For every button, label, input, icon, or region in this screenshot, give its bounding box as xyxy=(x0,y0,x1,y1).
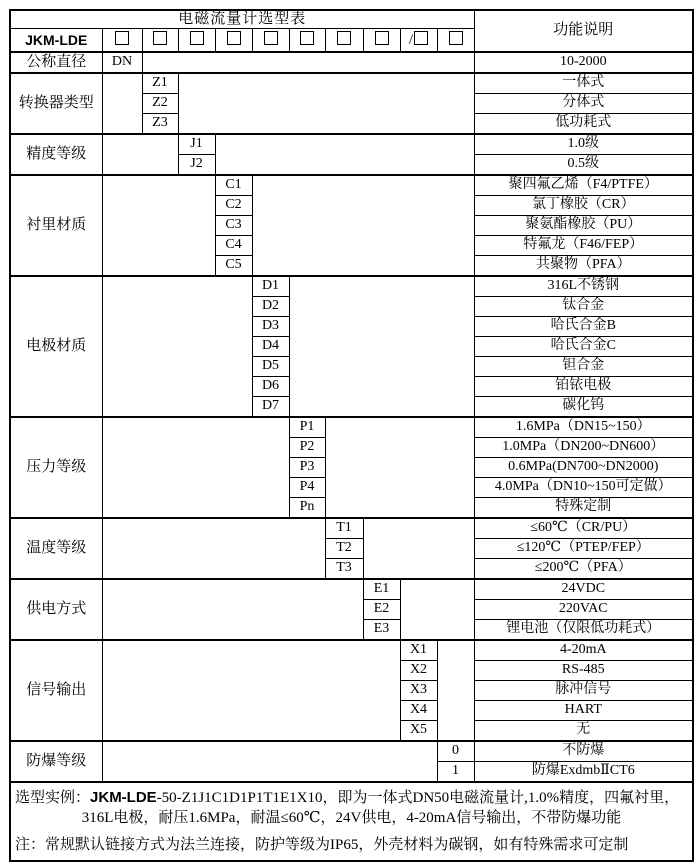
empty-cell xyxy=(102,175,215,276)
code-cell: E1 xyxy=(363,579,400,600)
empty-cell xyxy=(437,640,474,741)
example-rest: -50-Z1J1C1D1P1T1E1X10，即为一体式DN50电磁流量计,1.0%精度，四氟衬里， xyxy=(156,790,680,806)
code-cell: Z3 xyxy=(142,114,178,135)
desc-cell: 不防爆 xyxy=(474,741,693,762)
code-cell: D7 xyxy=(252,397,289,418)
code-cell: D3 xyxy=(252,317,289,337)
example-model-code: JKM-LDE xyxy=(90,789,157,806)
desc-cell: 1.6MPa（DN15~150） xyxy=(474,417,693,438)
example-prefix: 选型实例： xyxy=(15,790,91,806)
empty-cell xyxy=(102,134,178,175)
code-cell: X4 xyxy=(400,701,437,721)
empty-cell xyxy=(400,579,474,640)
desc-cell: 氯丁橡胶（CR） xyxy=(474,196,693,216)
checkbox-icon[interactable] xyxy=(375,31,389,45)
empty-cell xyxy=(102,276,252,417)
empty-cell xyxy=(142,52,474,73)
code-cell: X1 xyxy=(400,640,437,661)
model-checkbox-cell-d[interactable] xyxy=(252,29,289,53)
desc-cell: 聚氨酯橡胶（PU） xyxy=(474,216,693,236)
empty-cell xyxy=(325,417,474,518)
code-cell: Z1 xyxy=(142,73,178,94)
desc-cell: 4.0MPa（DN10~150可定做） xyxy=(474,478,693,498)
desc-cell: 铂铱电极 xyxy=(474,377,693,397)
code-cell: P2 xyxy=(289,438,325,458)
desc-cell: 1.0MPa（DN200~DN600） xyxy=(474,438,693,458)
code-cell: 0 xyxy=(437,741,474,762)
desc-cell: ≤60℃（CR/PU） xyxy=(474,518,693,539)
section-label-liner-material: 衬里材质 xyxy=(10,175,102,276)
desc-cell: 10-2000 xyxy=(474,52,693,73)
desc-cell: 特殊定制 xyxy=(474,498,693,519)
section-label-signal-output: 信号输出 xyxy=(10,640,102,741)
desc-cell: RS-485 xyxy=(474,661,693,681)
desc-cell: 哈氏合金C xyxy=(474,337,693,357)
desc-cell: 特氟龙（F46/FEP） xyxy=(474,236,693,256)
section-label-temperature-rating: 温度等级 xyxy=(10,518,102,579)
empty-cell xyxy=(215,134,474,175)
footer xyxy=(10,782,693,861)
model-checkbox-cell-c[interactable] xyxy=(215,29,252,53)
empty-cell xyxy=(102,741,437,782)
desc-cell: 0.5级 xyxy=(474,155,693,176)
desc-cell: ≤200℃（PFA） xyxy=(474,559,693,580)
code-cell: X2 xyxy=(400,661,437,681)
desc-cell: 共聚物（PFA） xyxy=(474,256,693,277)
selection-table xyxy=(9,9,694,862)
slash-separator: / xyxy=(408,32,414,49)
code-cell: E2 xyxy=(363,600,400,620)
desc-cell: 24VDC xyxy=(474,579,693,600)
empty-cell xyxy=(252,175,474,276)
code-cell: C5 xyxy=(215,256,252,277)
code-cell: D4 xyxy=(252,337,289,357)
desc-cell: 防爆ExdmbⅡCT6 xyxy=(474,762,693,783)
model-checkbox-cell-j[interactable] xyxy=(178,29,215,53)
empty-cell xyxy=(102,518,325,579)
section-label-explosion-proof: 防爆等级 xyxy=(10,741,102,782)
empty-cell xyxy=(102,579,363,640)
desc-cell: 碳化钨 xyxy=(474,397,693,418)
code-cell: D1 xyxy=(252,276,289,297)
code-cell: C1 xyxy=(215,175,252,196)
section-label-pressure-rating: 压力等级 xyxy=(10,417,102,518)
section-label-power-supply: 供电方式 xyxy=(10,579,102,640)
checkbox-icon[interactable] xyxy=(153,31,167,45)
model-checkbox-cell-x[interactable] xyxy=(400,29,437,53)
checkbox-icon[interactable] xyxy=(264,31,278,45)
desc-cell: 哈氏合金B xyxy=(474,317,693,337)
code-cell: P3 xyxy=(289,458,325,478)
desc-cell: 0.6MPa(DN700~DN2000) xyxy=(474,458,693,478)
section-label-accuracy-class: 精度等级 xyxy=(10,134,102,175)
model-prefix: JKM-LDE xyxy=(10,29,102,53)
checkbox-icon[interactable] xyxy=(300,31,314,45)
selection-example-line2: 316L电极，耐压1.6MPa，耐温≤60℃，24V供电，4-20mA信号输出，不带防爆功能 xyxy=(81,809,622,826)
footnote: 注：常规默认链接方式为法兰连接，防护等级为IP65，外壳材料为碳钢，如有特殊需求可定制 xyxy=(15,837,629,853)
desc-cell: 低功耗式 xyxy=(474,114,693,135)
code-cell: C2 xyxy=(215,196,252,216)
checkbox-icon[interactable] xyxy=(449,31,463,45)
model-checkbox-cell-e[interactable] xyxy=(363,29,400,53)
desc-cell: 锂电池（仅限低功耗式） xyxy=(474,620,693,641)
empty-cell xyxy=(102,73,142,134)
checkbox-icon[interactable] xyxy=(115,31,129,45)
code-cell: J2 xyxy=(178,155,215,176)
code-cell: C4 xyxy=(215,236,252,256)
code-cell: D2 xyxy=(252,297,289,317)
checkbox-icon[interactable] xyxy=(414,31,428,45)
code-cell: P4 xyxy=(289,478,325,498)
code-cell: T2 xyxy=(325,539,363,559)
code-cell: D5 xyxy=(252,357,289,377)
checkbox-icon[interactable] xyxy=(190,31,204,45)
model-checkbox-cell-p[interactable] xyxy=(289,29,325,53)
empty-cell xyxy=(102,640,400,741)
empty-cell xyxy=(102,417,289,518)
desc-cell: 钽合金 xyxy=(474,357,693,377)
code-cell: T1 xyxy=(325,518,363,539)
code-cell: E3 xyxy=(363,620,400,641)
code-cell: P1 xyxy=(289,417,325,438)
code-cell: C3 xyxy=(215,216,252,236)
desc-cell: 一体式 xyxy=(474,73,693,94)
code-cell: X5 xyxy=(400,721,437,742)
code-cell: Z2 xyxy=(142,94,178,114)
empty-cell xyxy=(289,276,474,417)
desc-cell: 聚四氟乙烯（F4/PTFE） xyxy=(474,175,693,196)
empty-cell xyxy=(363,518,474,579)
function-description-header: 功能说明 xyxy=(474,10,693,52)
desc-cell: HART xyxy=(474,701,693,721)
desc-cell: 1.0级 xyxy=(474,134,693,155)
model-checkbox-cell-t[interactable] xyxy=(325,29,363,53)
checkbox-icon[interactable] xyxy=(337,31,351,45)
code-cell: Pn xyxy=(289,498,325,519)
empty-cell xyxy=(178,73,474,134)
desc-cell: 钛合金 xyxy=(474,297,693,317)
checkbox-icon[interactable] xyxy=(227,31,241,45)
desc-cell: 4-20mA xyxy=(474,640,693,661)
section-label-converter-type: 转换器类型 xyxy=(10,73,102,134)
code-cell: T3 xyxy=(325,559,363,580)
desc-cell: 316L不锈钢 xyxy=(474,276,693,297)
desc-cell: 分体式 xyxy=(474,94,693,114)
section-label-electrode-material: 电极材质 xyxy=(10,276,102,417)
model-checkbox-cell-ex[interactable] xyxy=(437,29,474,53)
desc-cell: 220VAC xyxy=(474,600,693,620)
desc-cell: ≤120℃（PTEP/FEP） xyxy=(474,539,693,559)
table-title: 电磁流量计选型表 xyxy=(10,10,474,29)
desc-cell: 无 xyxy=(474,721,693,742)
code-cell: X3 xyxy=(400,681,437,701)
code-cell: J1 xyxy=(178,134,215,155)
code-cell: D6 xyxy=(252,377,289,397)
selection-example-line1 xyxy=(15,788,688,809)
section-label-nominal-diameter: 公称直径 xyxy=(10,52,102,73)
model-checkbox-cell-dn[interactable] xyxy=(102,29,142,53)
code-cell: 1 xyxy=(437,762,474,783)
code-cell: DN xyxy=(102,52,142,73)
model-checkbox-cell-z[interactable] xyxy=(142,29,178,53)
desc-cell: 脉冲信号 xyxy=(474,681,693,701)
